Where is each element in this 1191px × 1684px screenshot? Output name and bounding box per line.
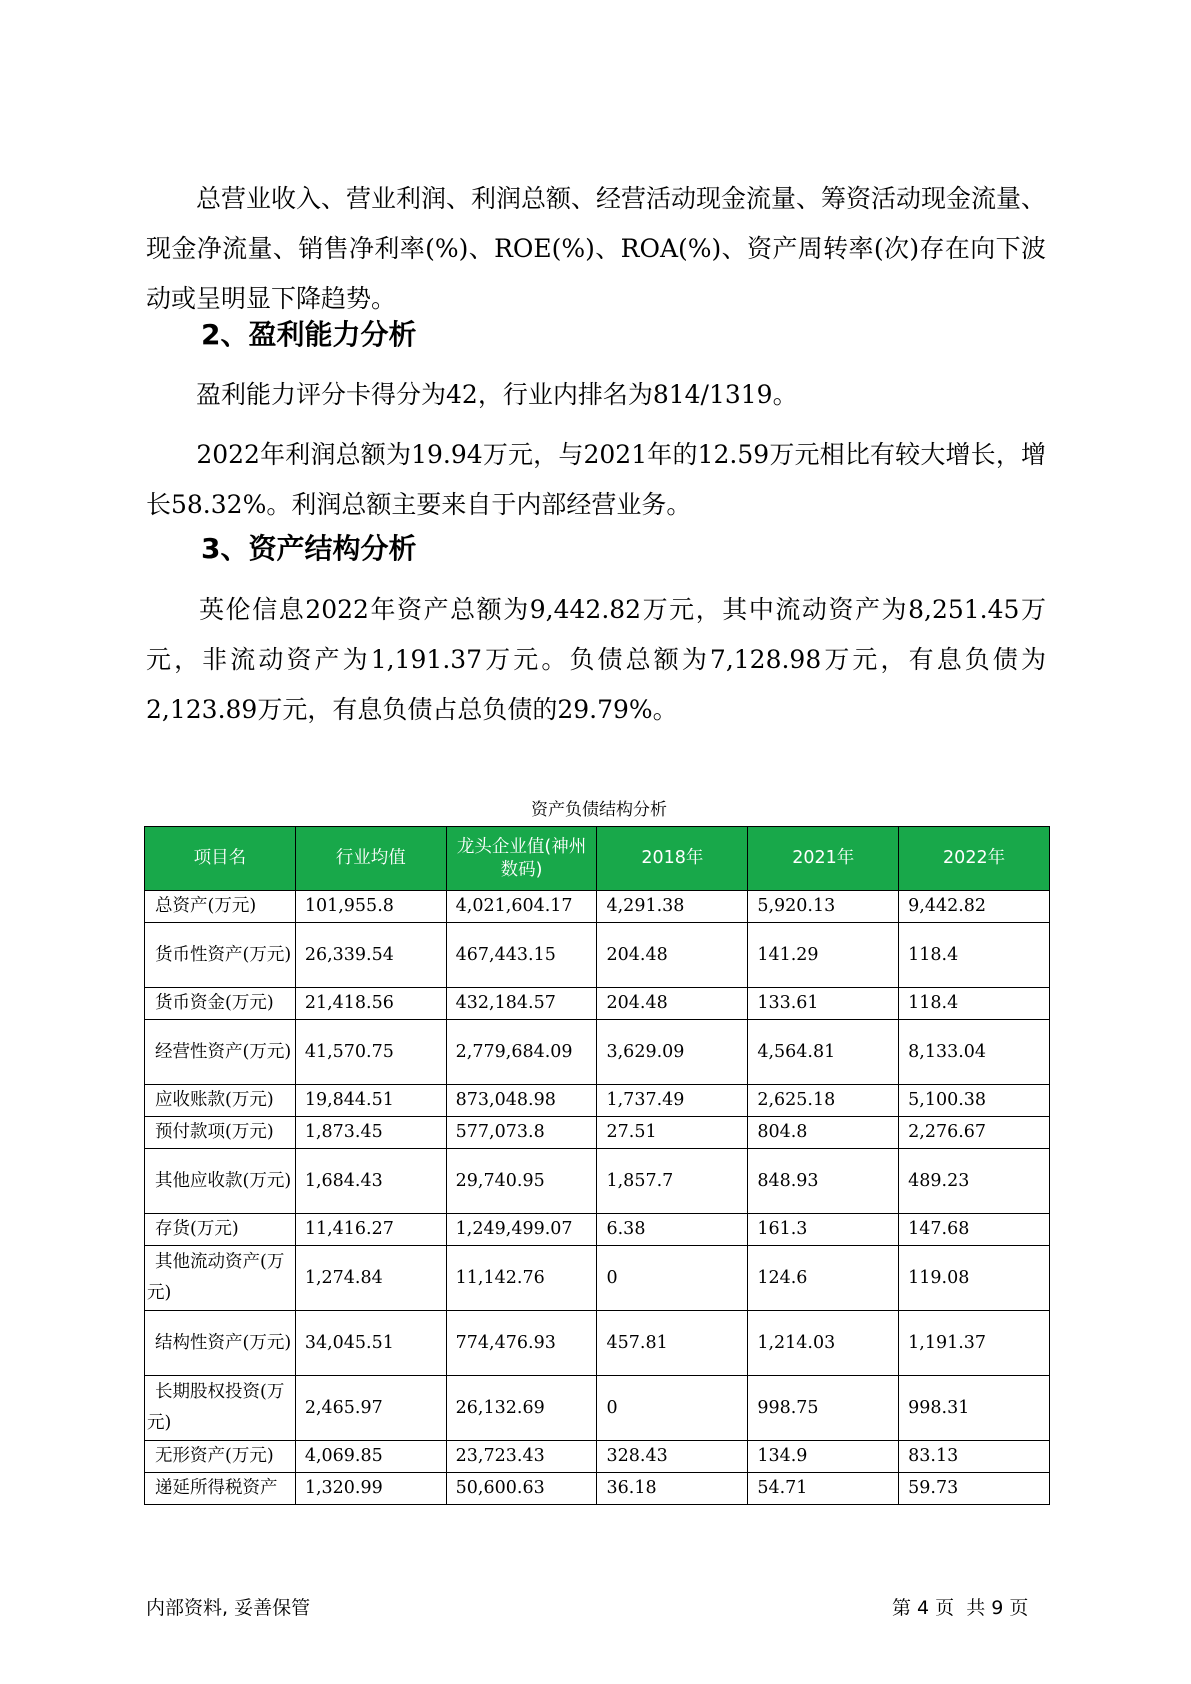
cell-2022: 147.68 <box>899 1214 1050 1246</box>
cell-leader-value: 23,723.43 <box>446 1441 597 1473</box>
cell-leader-value: 432,184.57 <box>446 988 597 1020</box>
header-year-2018: 2018年 <box>597 827 748 891</box>
cell-2022: 118.4 <box>899 988 1050 1020</box>
cell-2018: 4,291.38 <box>597 891 748 923</box>
cell-industry-avg: 4,069.85 <box>295 1441 446 1473</box>
table-row <box>145 891 1050 923</box>
table-row <box>145 1214 1050 1246</box>
cell-item-name: 经营性资产(万元) <box>145 1020 296 1085</box>
header-industry-avg: 行业均值 <box>295 827 446 891</box>
cell-industry-avg: 11,416.27 <box>295 1214 446 1246</box>
cell-2018: 6.38 <box>597 1214 748 1246</box>
cell-2021: 848.93 <box>748 1149 899 1214</box>
cell-2018: 457.81 <box>597 1311 748 1376</box>
cell-leader-value: 4,021,604.17 <box>446 891 597 923</box>
cell-industry-avg: 1,274.84 <box>295 1246 446 1311</box>
table-row <box>145 1311 1050 1376</box>
heading-asset-structure: 3、资产结构分析 <box>201 532 417 565</box>
cell-industry-avg: 41,570.75 <box>295 1020 446 1085</box>
cell-2022: 9,442.82 <box>899 891 1050 923</box>
cell-industry-avg: 19,844.51 <box>295 1085 446 1117</box>
cell-industry-avg: 1,320.99 <box>295 1473 446 1505</box>
cell-leader-value: 2,779,684.09 <box>446 1020 597 1085</box>
cell-2018: 27.51 <box>597 1117 748 1149</box>
cell-leader-value: 577,073.8 <box>446 1117 597 1149</box>
cell-2021: 4,564.81 <box>748 1020 899 1085</box>
table-row <box>145 923 1050 988</box>
cell-item-name: 结构性资产(万元) <box>145 1311 296 1376</box>
paragraph-profitability-score: 盈利能力评分卡得分为42，行业内排名为814/1319。 <box>146 380 798 409</box>
cell-leader-value: 11,142.76 <box>446 1246 597 1311</box>
cell-industry-avg: 26,339.54 <box>295 923 446 988</box>
table-header-row <box>145 827 1050 891</box>
cell-item-name: 总资产(万元) <box>145 891 296 923</box>
cell-2018: 0 <box>597 1246 748 1311</box>
cell-item-name: 存货(万元) <box>145 1214 296 1246</box>
asset-liability-table <box>144 826 1050 1505</box>
cell-2021: 804.8 <box>748 1117 899 1149</box>
cell-industry-avg: 2,465.97 <box>295 1376 446 1441</box>
cell-2022: 59.73 <box>899 1473 1050 1505</box>
paragraph-profit-growth: 2022年利润总额为19.94万元，与2021年的12.59万元相比有较大增长，增长58.32%。利润总额主要来自于内部经营业务。 <box>146 440 1046 519</box>
cell-leader-value: 1,249,499.07 <box>446 1214 597 1246</box>
header-year-2022: 2022年 <box>899 827 1050 891</box>
table-row <box>145 1441 1050 1473</box>
cell-item-name: 无形资产(万元) <box>145 1441 296 1473</box>
cell-2018: 328.43 <box>597 1441 748 1473</box>
paragraph-trend-summary: 总营业收入、营业利润、利润总额、经营活动现金流量、筹资活动现金流量、现金净流量、销售净利率(%)、ROE(%)、ROA(%)、资产周转率(次)存在向下波动或呈明显下降趋势。 <box>146 184 1047 313</box>
cell-2022: 998.31 <box>899 1376 1050 1441</box>
cell-item-name: 其他应收款(万元) <box>145 1149 296 1214</box>
cell-2018: 1,857.7 <box>597 1149 748 1214</box>
cell-2021: 141.29 <box>748 923 899 988</box>
header-year-2021: 2021年 <box>748 827 899 891</box>
cell-2018: 0 <box>597 1376 748 1441</box>
cell-item-name: 货币资金(万元) <box>145 988 296 1020</box>
cell-industry-avg: 34,045.51 <box>295 1311 446 1376</box>
cell-item-name: 其他流动资产(万元) <box>145 1246 296 1311</box>
cell-2021: 161.3 <box>748 1214 899 1246</box>
cell-leader-value: 26,132.69 <box>446 1376 597 1441</box>
cell-2018: 1,737.49 <box>597 1085 748 1117</box>
cell-leader-value: 50,600.63 <box>446 1473 597 1505</box>
cell-2022: 489.23 <box>899 1149 1050 1214</box>
cell-leader-value: 29,740.95 <box>446 1149 597 1214</box>
cell-item-name: 递延所得税资产 <box>145 1473 296 1505</box>
table-row <box>145 1117 1050 1149</box>
table-row <box>145 1149 1050 1214</box>
cell-2021: 2,625.18 <box>748 1085 899 1117</box>
cell-leader-value: 467,443.15 <box>446 923 597 988</box>
cell-2022: 119.08 <box>899 1246 1050 1311</box>
table-row <box>145 1246 1050 1311</box>
cell-2022: 83.13 <box>899 1441 1050 1473</box>
paragraph-asset-structure: 英伦信息2022年资产总额为9,442.82万元，其中流动资产为8,251.45万元，非流动资产为1,191.37万元。负债总额为7,128.98万元，有息负债为2,123.89万元，有息负债占总负债的29.79%。 <box>146 595 1046 724</box>
cell-2022: 118.4 <box>899 923 1050 988</box>
header-item-name: 项目名 <box>145 827 296 891</box>
cell-2022: 1,191.37 <box>899 1311 1050 1376</box>
cell-item-name: 应收账款(万元) <box>145 1085 296 1117</box>
cell-2022: 2,276.67 <box>899 1117 1050 1149</box>
footer-confidential-note: 内部资料, 妥善保管 <box>146 1597 311 1619</box>
header-leader-value: 龙头企业值(神州数码) <box>446 827 597 891</box>
table-row <box>145 1020 1050 1085</box>
cell-leader-value: 873,048.98 <box>446 1085 597 1117</box>
cell-industry-avg: 1,873.45 <box>295 1117 446 1149</box>
cell-2021: 998.75 <box>748 1376 899 1441</box>
cell-2018: 3,629.09 <box>597 1020 748 1085</box>
cell-2021: 134.9 <box>748 1441 899 1473</box>
cell-leader-value: 774,476.93 <box>446 1311 597 1376</box>
cell-2021: 1,214.03 <box>748 1311 899 1376</box>
cell-item-name: 长期股权投资(万元) <box>145 1376 296 1441</box>
cell-2022: 5,100.38 <box>899 1085 1050 1117</box>
cell-2021: 124.6 <box>748 1246 899 1311</box>
cell-2022: 8,133.04 <box>899 1020 1050 1085</box>
footer-page-number: 第 4 页 共 9 页 <box>892 1597 1029 1619</box>
cell-2021: 133.61 <box>748 988 899 1020</box>
heading-profitability: 2、盈利能力分析 <box>201 318 417 351</box>
cell-item-name: 预付款项(万元) <box>145 1117 296 1149</box>
cell-2018: 204.48 <box>597 988 748 1020</box>
cell-2018: 36.18 <box>597 1473 748 1505</box>
table-row <box>145 988 1050 1020</box>
table-caption: 资产负债结构分析 <box>531 800 667 820</box>
cell-industry-avg: 101,955.8 <box>295 891 446 923</box>
table-row <box>145 1376 1050 1441</box>
cell-2021: 5,920.13 <box>748 891 899 923</box>
cell-industry-avg: 21,418.56 <box>295 988 446 1020</box>
cell-2021: 54.71 <box>748 1473 899 1505</box>
table-row <box>145 1085 1050 1117</box>
cell-item-name: 货币性资产(万元) <box>145 923 296 988</box>
cell-industry-avg: 1,684.43 <box>295 1149 446 1214</box>
table-row <box>145 1473 1050 1505</box>
cell-2018: 204.48 <box>597 923 748 988</box>
